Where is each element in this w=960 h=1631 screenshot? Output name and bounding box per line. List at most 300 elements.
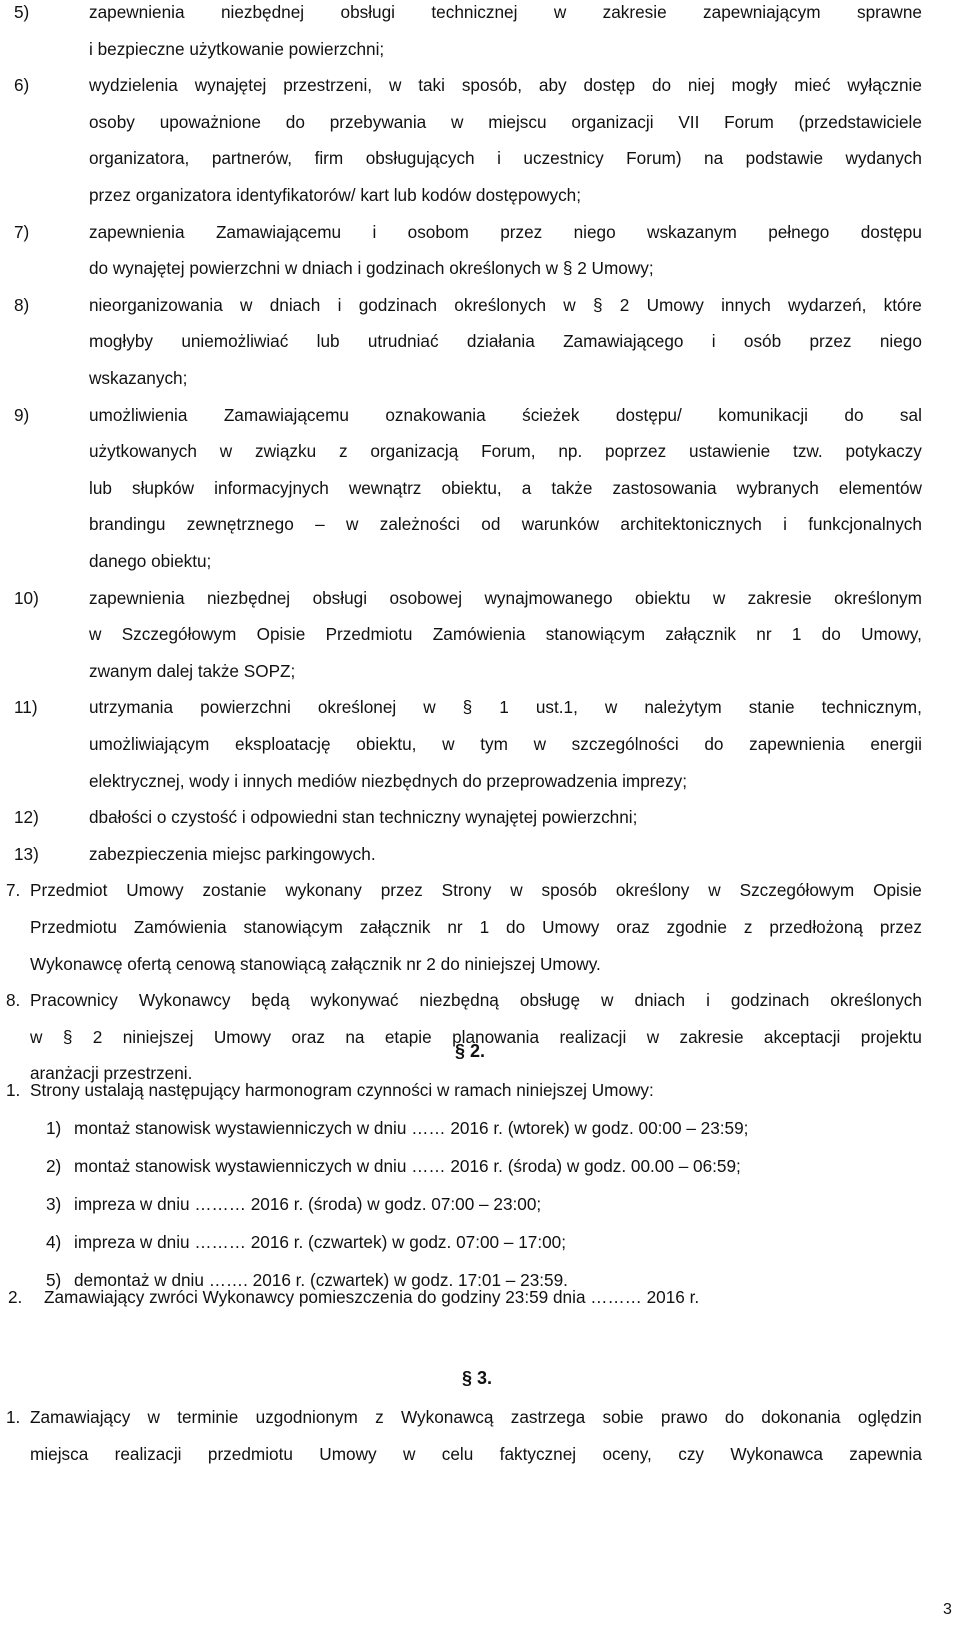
word: powierzchni [200, 697, 291, 718]
word: ustawienie [689, 441, 771, 462]
list-item-text [89, 732, 922, 756]
word: sprawne [856, 2, 922, 22]
word: określonym [834, 587, 922, 608]
numbered-point-line [0, 1078, 960, 1102]
word: zapewniającym [703, 2, 821, 22]
word: czy [678, 1443, 704, 1464]
word: planowania [452, 1026, 540, 1047]
list-item-line [0, 695, 960, 719]
word: innych [721, 294, 771, 315]
word: w [646, 1026, 660, 1047]
word: Przedmiotu [325, 624, 413, 645]
word: Umowy [213, 1026, 272, 1047]
list-item-number: 8) [14, 294, 30, 315]
word: do [724, 1407, 745, 1427]
list-item-line [0, 73, 960, 97]
list-item-number: 5) [14, 2, 30, 22]
word: mogłyby [89, 331, 153, 352]
word: przedłożoną [769, 917, 863, 937]
numbered-point-text: Strony ustalają następujący harmonogram czynności w ramach niniejszej Umowy: [30, 1080, 654, 1100]
word: partnerów, [211, 148, 293, 169]
word: stanie [748, 697, 795, 718]
word: warunków [521, 514, 600, 535]
word: wykonywać [310, 990, 399, 1011]
list-item-number: 6) [14, 75, 30, 96]
list-item-text: i bezpieczne użytkowanie powierzchni; [89, 38, 385, 59]
word: terminie [177, 1407, 239, 1427]
word: Forum) [626, 148, 682, 169]
word: i [783, 514, 787, 535]
list-item-line [0, 329, 960, 353]
word: godzinach [730, 990, 810, 1011]
list-item-line [0, 183, 960, 207]
word: dniach [634, 990, 686, 1011]
word: organizatora, [89, 148, 190, 169]
word: w [388, 75, 402, 96]
list-item-number: 9) [14, 404, 30, 425]
list-item-text [89, 293, 922, 317]
word: zostanie [202, 880, 267, 901]
numbered-point-text [30, 878, 922, 902]
list-item-line [0, 622, 960, 646]
word: dostępu [860, 221, 922, 242]
word: firm [314, 148, 344, 169]
word: tzw. [793, 441, 823, 462]
section-heading: § 2. [455, 1041, 486, 1061]
word: zastosowania [612, 477, 717, 498]
schedule-item-text: impreza w dniu ……… 2016 r. (środa) w godz. 07:00 – 23:00; [74, 1194, 542, 1214]
word: zapewnienia [749, 734, 845, 754]
list-item-line [0, 732, 960, 756]
schedule-item-number: 3) [46, 1194, 62, 1214]
word: w [712, 587, 726, 608]
word: obsługi [312, 587, 368, 608]
list-item-text [89, 476, 922, 500]
schedule-item-number: 1) [46, 1118, 62, 1138]
schedule-item-number: 2) [46, 1156, 62, 1176]
word: § [462, 697, 473, 718]
word: Forum, [481, 441, 536, 462]
word: niego [573, 221, 616, 242]
word: Zamawiającemu [223, 404, 349, 425]
word: elementów [838, 477, 922, 498]
word: umożliwienia [89, 404, 188, 425]
numbered-point-number: 1. [6, 1080, 21, 1100]
word: zakresie [602, 2, 667, 22]
word: do [506, 917, 526, 937]
word: utrzymania [89, 697, 174, 718]
list-item-line [0, 586, 960, 610]
word: Umowy [646, 294, 704, 315]
numbered-point-line [0, 915, 960, 939]
list-item-number: 7) [14, 221, 30, 242]
word: zewnętrznego [186, 514, 294, 535]
word: Opisie [256, 624, 306, 645]
word: lub [89, 477, 112, 498]
word: niniejszej [122, 1026, 194, 1047]
word: związku [255, 441, 317, 462]
word: eksploatację [235, 734, 331, 754]
numbered-point-line [0, 1405, 960, 1429]
list-item-line [0, 549, 960, 573]
word: przez [380, 880, 423, 901]
numbered-point-line [0, 1285, 960, 1309]
word: obsługi [340, 2, 395, 22]
word: obiektu [634, 587, 691, 608]
word: szczególności [571, 734, 679, 754]
word: określonych [454, 294, 547, 315]
word: dostęp [583, 75, 636, 96]
word: § [592, 294, 603, 315]
word: określonej [317, 697, 397, 718]
word: należytym [644, 697, 722, 718]
numbered-point-line [0, 878, 960, 902]
word: w [423, 697, 436, 718]
word: z [743, 917, 753, 937]
word: z [375, 1407, 384, 1427]
list-item-text: danego obiektu; [89, 551, 212, 571]
list-item-text [89, 403, 922, 427]
numbered-point-number: 2. [8, 1287, 23, 1307]
word: zależności [379, 514, 460, 535]
word: niezbędnej [206, 587, 291, 608]
word: Przedmiotu [30, 917, 117, 937]
word: celu [441, 1443, 474, 1464]
word: VII [678, 111, 700, 132]
word: i [497, 148, 501, 169]
word: wskazanym [647, 221, 737, 242]
schedule-item [0, 1230, 960, 1254]
schedule-item [0, 1192, 960, 1216]
word: 1 [791, 624, 802, 645]
schedule-item [0, 1116, 960, 1140]
list-item-text [89, 329, 922, 353]
section-heading: § 3. [462, 1368, 493, 1388]
word: mogły [731, 75, 778, 96]
word: realizacji [559, 1026, 627, 1047]
word: w [451, 111, 464, 132]
list-item-line [0, 439, 960, 463]
word: na [345, 1026, 365, 1047]
list-item-text [89, 220, 922, 244]
word: do [704, 734, 724, 754]
word: także [551, 477, 593, 498]
list-item-text [89, 110, 922, 134]
word: realizacji [114, 1443, 182, 1464]
word: wybranych [736, 477, 819, 498]
word: w [30, 1026, 43, 1047]
word: które [883, 294, 922, 315]
word: wynajętej [194, 75, 267, 96]
word: oraz [616, 917, 650, 937]
numbered-point-line [0, 952, 960, 976]
list-item-text: zabezpieczenia miejsc parkingowych. [89, 843, 376, 864]
word: w [604, 697, 618, 718]
word: wynajmowanego [484, 587, 613, 608]
word: taki [418, 75, 445, 96]
word: Wykonawcy [138, 990, 231, 1011]
word: w [708, 880, 721, 901]
word: nr [447, 917, 463, 937]
numbered-point-text: aranżacji przestrzeni. [30, 1063, 193, 1084]
word: Zamówienia [432, 624, 526, 645]
word: niezbędną [419, 990, 499, 1011]
word: przestrzeni, [283, 75, 373, 96]
word: ścieżek [522, 404, 580, 425]
list-item-line [0, 403, 960, 427]
list-item-line [0, 476, 960, 500]
word: osobom [407, 221, 469, 242]
word: i [337, 294, 342, 315]
word: w [510, 880, 523, 901]
word: projektu [860, 1026, 922, 1047]
word: tym [480, 734, 508, 754]
word: godzinach [358, 294, 438, 315]
word: mieć [794, 75, 831, 96]
word: (przedstawiciele [798, 111, 922, 132]
word: w [402, 1443, 416, 1464]
numbered-point-text [30, 988, 922, 1012]
numbered-point-text [30, 1405, 922, 1429]
word: w [240, 294, 253, 315]
word: 1 [479, 917, 490, 937]
word: obiektu, [441, 477, 502, 498]
word: wydzielenia [89, 75, 178, 96]
list-item-text: przez organizatora identyfikatorów/ kart lub kodów dostępowych; [89, 185, 582, 205]
word: w [563, 294, 576, 315]
word: – [315, 514, 325, 535]
word: przedmiotu [207, 1443, 293, 1464]
schedule-item-number: 5) [46, 1270, 62, 1290]
word: działania [466, 331, 535, 352]
list-item-number: 12) [14, 807, 39, 828]
word: od [481, 514, 501, 535]
list-item-line [0, 110, 960, 134]
word: obsługę [519, 990, 581, 1011]
word: określonych [830, 990, 922, 1011]
word: umożliwiającym [89, 734, 210, 754]
word: niezbędnej [220, 2, 305, 22]
list-item-line [0, 220, 960, 244]
word: użytkowanych [89, 441, 197, 462]
word: oraz [291, 1026, 325, 1047]
word: sal [899, 404, 922, 425]
word: Strony [441, 880, 492, 901]
word: zapewnienia [89, 221, 185, 242]
word: wyłącznie [847, 75, 922, 96]
word: sposób [541, 880, 597, 901]
word: utrudniać [367, 331, 439, 352]
list-item-text [89, 439, 922, 463]
word: Szczegółowym [121, 624, 237, 645]
word: dostępu/ [615, 404, 682, 425]
list-item-line [0, 146, 960, 170]
word: w [219, 441, 233, 462]
list-item-text: elektrycznej, wody i innych mediów niezbędnych do przeprowadzenia imprezy; [89, 770, 688, 791]
word: 2 [619, 294, 630, 315]
word: wydarzeń, [788, 294, 867, 315]
word: akceptacji [763, 1026, 841, 1047]
list-item-text [89, 0, 922, 24]
word: z [338, 441, 348, 462]
word: załącznik [359, 917, 431, 937]
word: określony [615, 880, 690, 901]
word: osoby [89, 111, 135, 132]
schedule-item-text: impreza w dniu ……… 2016 r. (czwartek) w godz. 07:00 – 17:00; [74, 1232, 566, 1252]
word: w [601, 990, 614, 1011]
word: a [521, 477, 532, 498]
word: prawo [660, 1407, 708, 1427]
word: do [285, 111, 305, 132]
word: nieorganizowania [89, 294, 223, 315]
schedule-item [0, 1154, 960, 1178]
word: energii [870, 734, 922, 754]
word: w [442, 734, 455, 754]
word: miejscu [488, 111, 547, 132]
word: do [821, 624, 841, 645]
word: miejsca [30, 1443, 89, 1464]
word: w [89, 624, 102, 645]
word: wewnątrz [348, 477, 422, 498]
word: Wykonawcą [400, 1407, 494, 1427]
list-item-text [89, 512, 922, 536]
word: w [147, 1407, 160, 1427]
word: osobowej [389, 587, 463, 608]
word: w [533, 734, 546, 754]
word: poprzez [605, 441, 667, 462]
word: do [651, 75, 672, 96]
word: uczestnicy [523, 148, 604, 169]
list-item-number: 13) [14, 843, 39, 864]
word: organizacji [571, 111, 654, 132]
word: stanowiącym [545, 624, 646, 645]
word: technicznym, [821, 697, 922, 718]
word: pełnego [768, 221, 830, 242]
word: nr [756, 624, 772, 645]
word: uniemożliwiać [181, 331, 289, 352]
word: stanowiącym [243, 917, 343, 937]
word: ust.1, [535, 697, 578, 718]
word: obsługujących [365, 148, 475, 169]
word: architektonicznych [620, 514, 762, 535]
numbered-point-line [0, 988, 960, 1012]
word: zgodnie [666, 917, 727, 937]
list-item-text: zwanym dalej także SOPZ; [89, 660, 296, 681]
word: Zamówienia [133, 917, 227, 937]
list-item-line [0, 512, 960, 536]
word: przez [879, 917, 922, 937]
list-item-line [0, 256, 960, 280]
word: dokonania [761, 1407, 841, 1427]
word: Zamawiający [30, 1407, 131, 1427]
list-item-text [89, 146, 922, 170]
numbered-point-number: 7. [6, 880, 21, 901]
word: uzgodnionym [255, 1407, 358, 1427]
word: zakresie [747, 587, 812, 608]
word: niej [687, 75, 715, 96]
word: będą [251, 990, 290, 1011]
word: zapewnienia [89, 2, 185, 22]
word: oznakowania [385, 404, 486, 425]
list-item-text: dbałości o czystość i odpowiedni stan techniczny wynajętej powierzchni; [89, 807, 638, 828]
page-number: 3 [943, 1601, 952, 1618]
word: zakresie [679, 1026, 744, 1047]
schedule-item-text: montaż stanowisk wystawienniczych w dniu …… 2016 r. (wtorek) w godz. 00:00 – 23:59; [74, 1118, 749, 1138]
word: na [704, 148, 724, 169]
list-item-line [0, 805, 960, 829]
word: organizacją [370, 441, 459, 462]
word: sobie [602, 1407, 644, 1427]
word: niego [879, 331, 922, 352]
word: komunikacji [718, 404, 808, 425]
numbered-point-text [30, 915, 922, 939]
list-item-text: wskazanych; [89, 368, 188, 388]
word: Umowy [542, 917, 600, 937]
word: potykaczy [845, 441, 922, 462]
list-item-line [0, 293, 960, 317]
word: Przedmiot [30, 880, 108, 901]
word: Umowy [319, 1443, 377, 1464]
word: Szczegółowym [739, 880, 855, 901]
list-item-number: 11) [14, 697, 38, 718]
word: brandingu [89, 514, 166, 535]
word: wykonany [285, 880, 362, 901]
numbered-point-number: 1. [6, 1407, 21, 1427]
word: sposób, [461, 75, 523, 96]
list-item-text [89, 586, 922, 610]
list-item-line [0, 842, 960, 866]
list-item-line [0, 659, 960, 683]
word: i [711, 331, 716, 352]
word: oględzin [857, 1407, 922, 1427]
word: w [345, 514, 359, 535]
word: etapie [384, 1026, 432, 1047]
word: do [844, 404, 864, 425]
word: Umowy [126, 880, 184, 901]
word: Opisie [873, 880, 922, 901]
word: 1 [499, 697, 509, 718]
word: informacyjnych [214, 477, 329, 498]
word: wydanych [845, 148, 922, 169]
list-item-text: do wynajętej powierzchni w dniach i godzinach określonych w § 2 Umowy; [89, 258, 654, 279]
word: lub [316, 331, 340, 352]
schedule-item-number: 4) [46, 1232, 62, 1252]
word: słupków [131, 477, 195, 498]
word: Wykonawca [730, 1443, 823, 1464]
list-item-text [89, 622, 922, 646]
list-item-text [89, 73, 922, 97]
word: zapewnienia [89, 587, 185, 608]
word: Forum [724, 111, 774, 132]
numbered-point-text: Wykonawcę ofertą cenową stanowiącą załącznik nr 2 do niniejszej Umowy. [30, 953, 601, 974]
word: i [372, 221, 377, 242]
word: osób [743, 331, 782, 352]
list-item-line [0, 769, 960, 793]
word: zapewnia [849, 1443, 922, 1464]
word: obiektu, [356, 734, 417, 754]
word: funkcjonalnych [808, 514, 922, 535]
word: podstawie [745, 148, 824, 169]
word: zastrzega [510, 1407, 586, 1427]
numbered-point-text [30, 1442, 922, 1466]
word: dniach [269, 294, 321, 315]
list-item-number: 10) [14, 587, 39, 608]
word: § [62, 1026, 73, 1047]
numbered-point-text: Zamawiający zwróci Wykonawcy pomieszczenia do godziny 23:59 dnia ……… 2016 r. [44, 1287, 700, 1307]
word: faktycznej [499, 1443, 577, 1464]
numbered-point-line [0, 1442, 960, 1466]
word: w [553, 2, 567, 22]
